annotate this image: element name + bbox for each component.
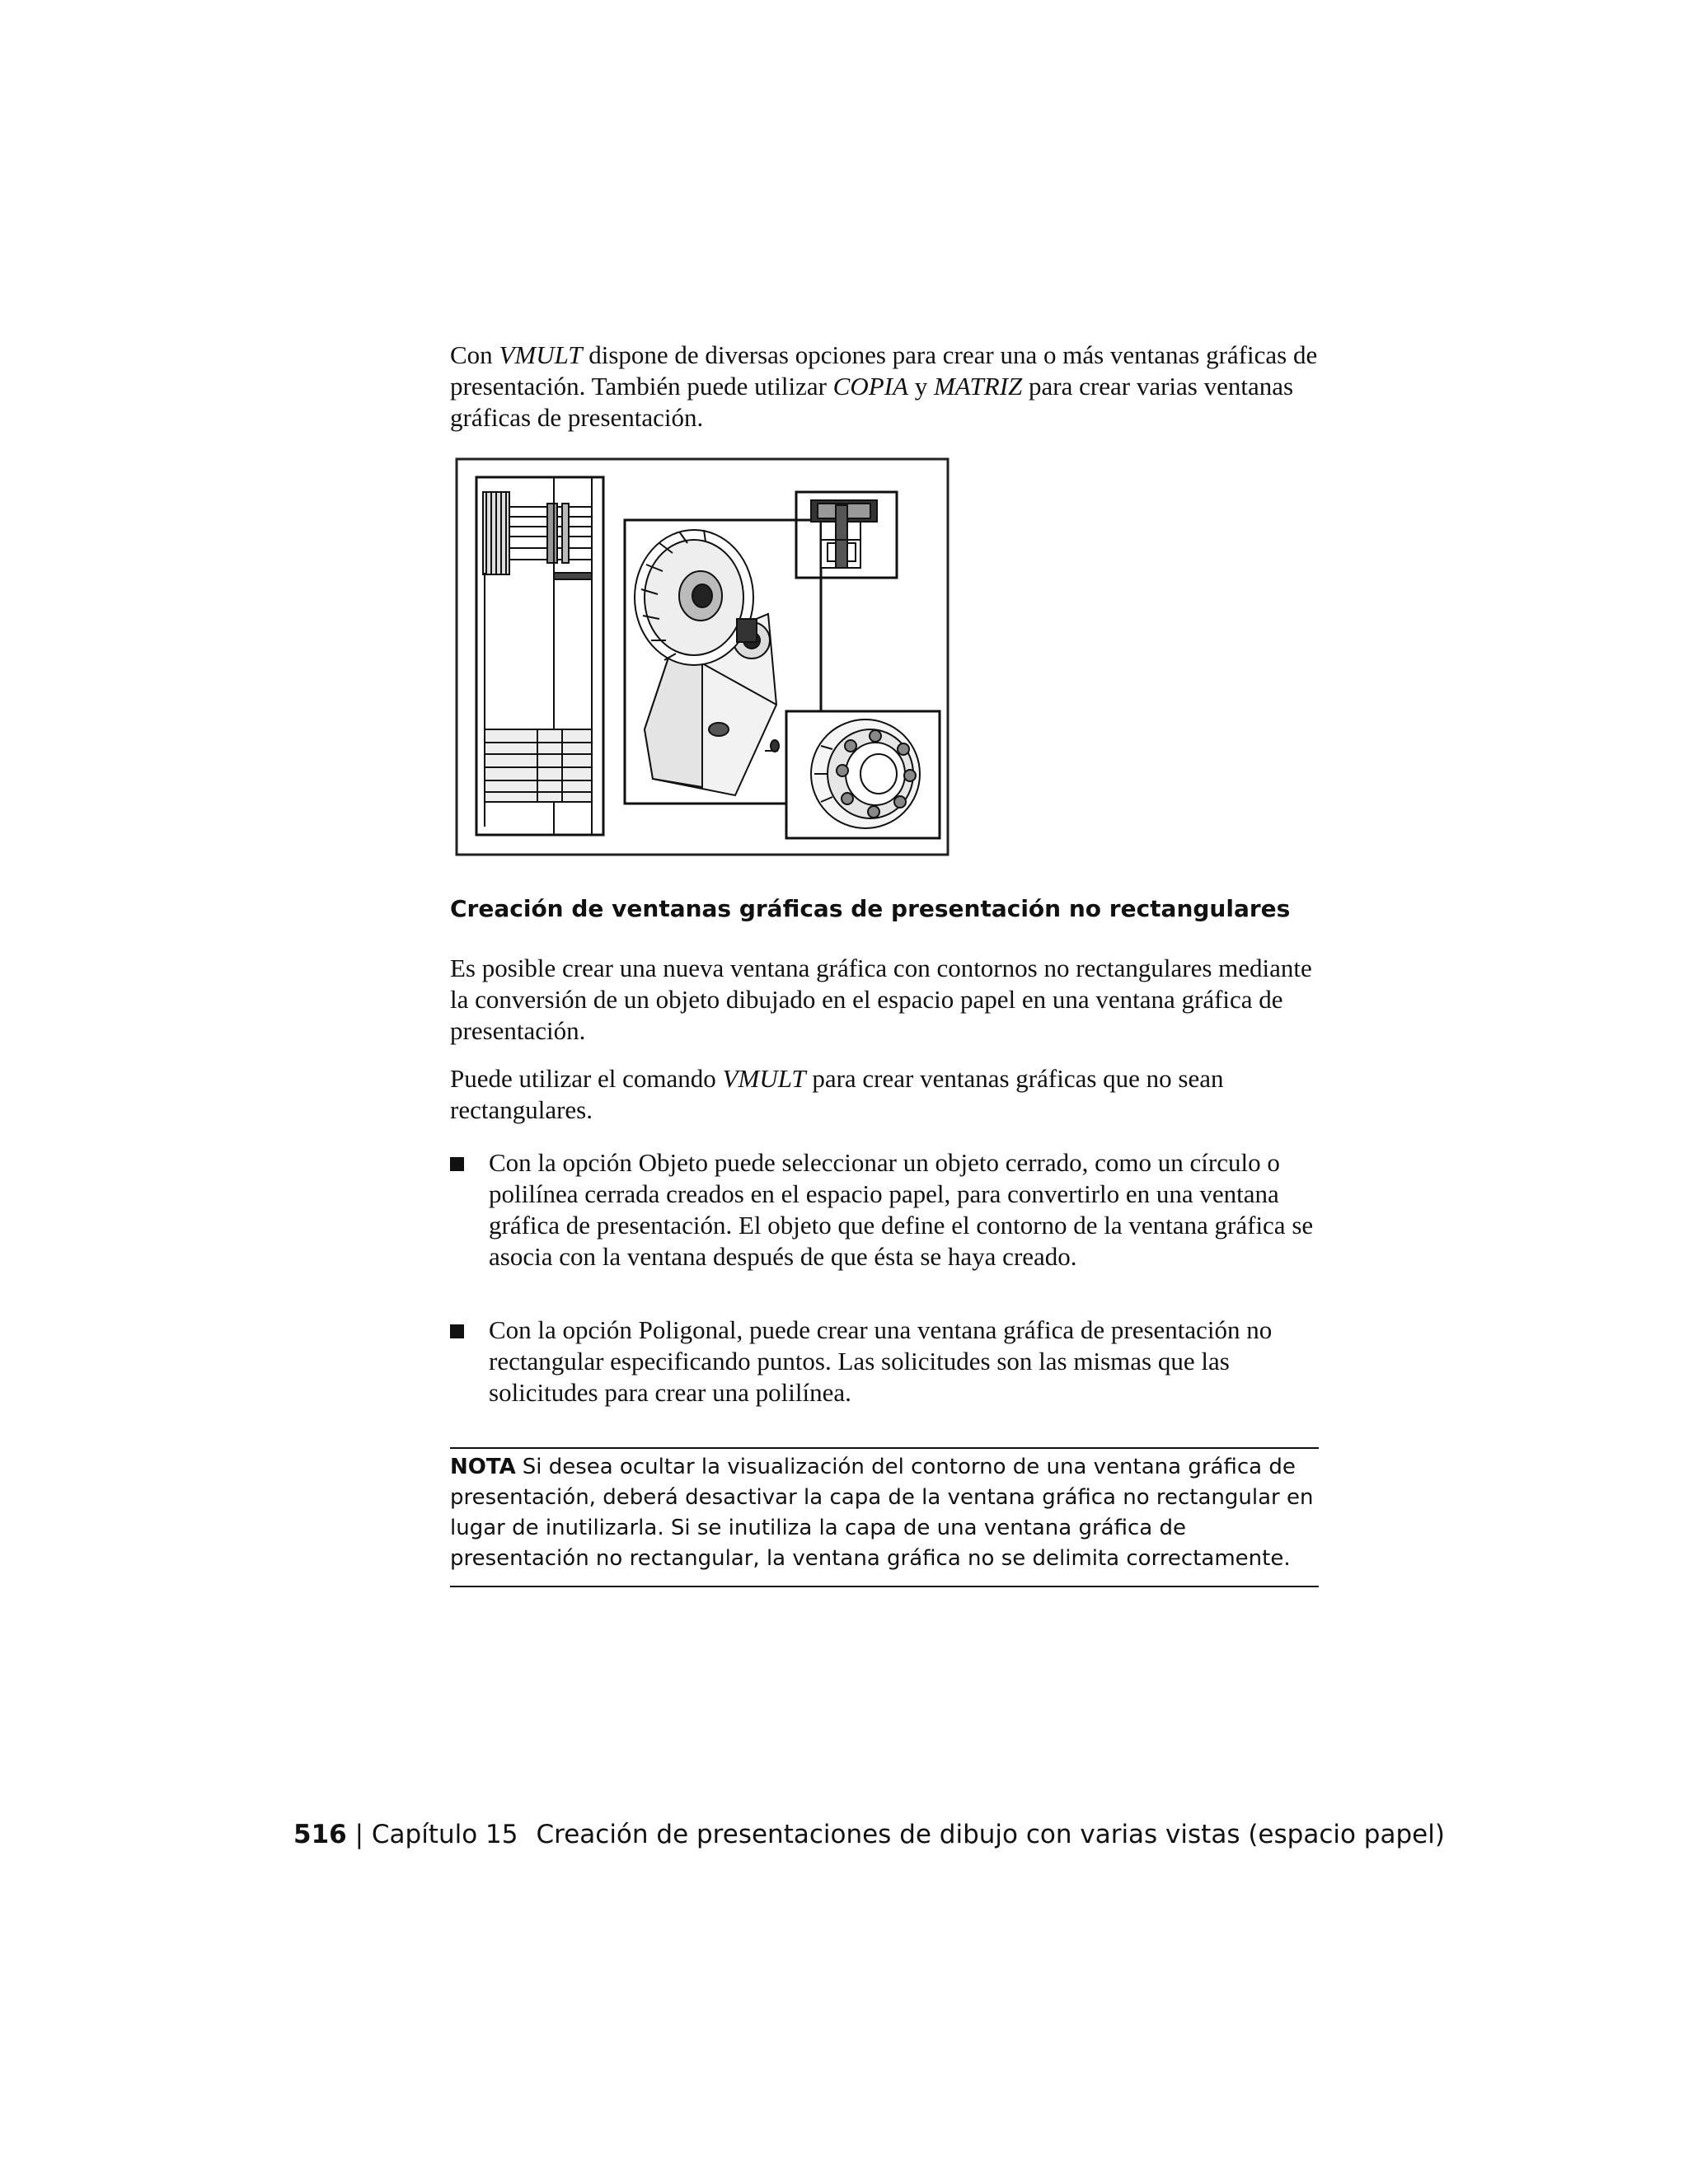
viewports-figure [455, 457, 950, 856]
para2-text-1: Puede utilizar el comando [450, 1064, 723, 1093]
bullet-text: Con la opción Poligonal, puede crear una ventana gráfica de presentación no rectangular especificando puntos. Las solicitudes son las mismas que las solicitudes para crear una polilínea. [489, 1315, 1273, 1407]
page-number: 516 [293, 1820, 347, 1849]
note-body: Si desea ocultar la visualización del contorno de una ventana gráfica de presentación, deberá desactivar la capa de la ventana gráfica no rectangular en lugar de inutilizarla. Si se inutiliza la capa de una ventana gráfica de presentación no rectangular, la ventana gráfica no se delimita correctamente. [450, 1455, 1314, 1571]
intro-text-2: dispone de diversas opciones para crear una o más ventanas gráficas de presentación. También puede utilizar [450, 340, 1318, 401]
body-paragraph-2 [450, 1063, 1324, 1126]
intro-text-1: Con [450, 340, 499, 369]
mechanical-drawing-illustration [455, 457, 950, 856]
footer-chapter-title: Creación de presentaciones de dibujo con varias vistas (espacio papel) [536, 1820, 1445, 1849]
bullet-square-icon [450, 1157, 464, 1171]
bullet-item-objeto [450, 1147, 1324, 1279]
footer-separator: | [346, 1820, 372, 1849]
footer-chapter: Capítulo 15 [371, 1820, 518, 1849]
intro-text-3: y [907, 372, 934, 401]
body-paragraph-1: Es posible crear una nueva ventana gráfica con contornos no rectangulares mediante la conversión de un objeto dibujado en el espacio papel en una ventana gráfica de presentación. [450, 954, 1312, 1045]
page-footer [293, 1818, 1530, 1851]
intro-text-4: para crear varias ventanas gráficas de presentación. [450, 372, 1294, 432]
note-box [450, 1447, 1319, 1587]
note-text [450, 1449, 1319, 1574]
command-vmult-2: VMULT [722, 1064, 806, 1093]
bearing-drawing [811, 719, 920, 828]
command-vmult: VMULT [499, 340, 583, 369]
note-label: NOTA [450, 1455, 516, 1479]
command-matriz: MATRIZ [933, 372, 1023, 401]
command-copia: COPIA [832, 372, 908, 401]
bullet-text: Con la opción Objeto puede seleccionar un objeto cerrado, como un círculo o polilínea cerrada creados en el espacio papel, para convertirlo en una ventana gráfica de presentación. El objeto que define el contorno de la ventana gráfica se asocia con la ventana después de que ésta se haya creado. [489, 1148, 1314, 1271]
para2-text-2: para crear ventanas gráficas que no sean rectangulares. [450, 1064, 1224, 1124]
bullet-square-icon [450, 1324, 464, 1338]
section-heading: Creación de ventanas gráficas de presentación no rectangulares [450, 895, 1291, 922]
bullet-item-poligonal [450, 1315, 1324, 1413]
intro-paragraph [450, 340, 1324, 434]
